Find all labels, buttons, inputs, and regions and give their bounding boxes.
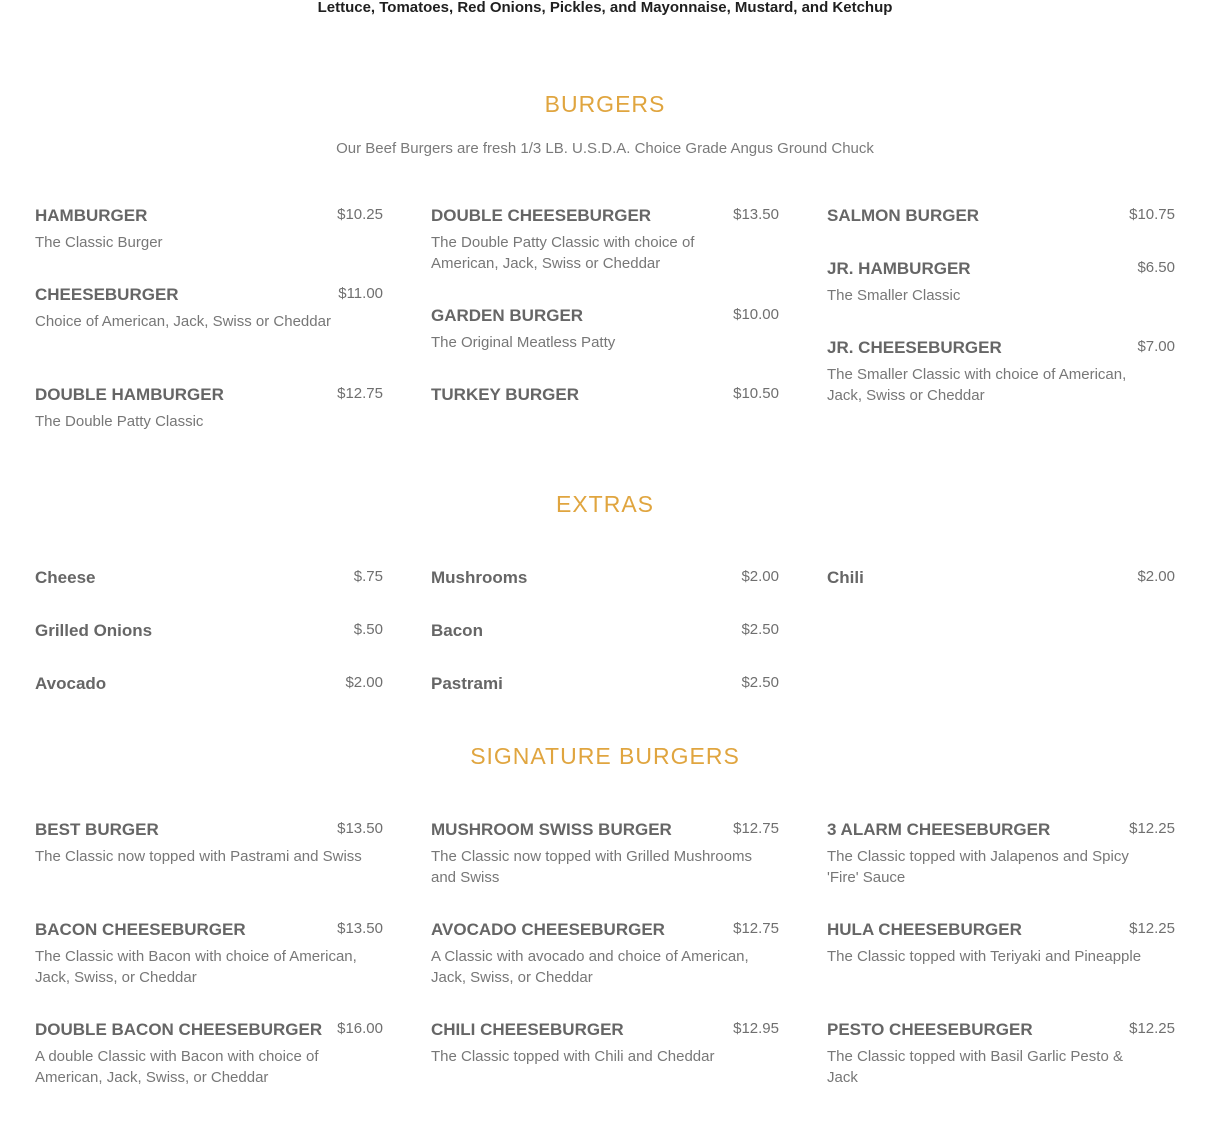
- item-name: Chili: [827, 568, 864, 587]
- menu-item: [35, 385, 383, 464]
- item-price: $2.50: [741, 674, 779, 691]
- item-price: $.75: [353, 568, 383, 585]
- item-description: The Classic topped with Basil Garlic Pesto & Jack: [827, 1048, 1123, 1086]
- item-description: The Classic topped with Jalapenos and Spicy 'Fire' Sauce: [827, 848, 1129, 886]
- menu-columns: [0, 820, 1210, 1120]
- menu-column: [35, 206, 383, 464]
- item-name: SALMON BURGER: [827, 206, 980, 225]
- menu-item: [827, 568, 1175, 621]
- menu-item: [827, 206, 1175, 259]
- menu-item: [827, 920, 1175, 1020]
- item-price: $2.50: [741, 621, 779, 638]
- menu-column: [827, 820, 1175, 1120]
- menu-item: [431, 385, 779, 464]
- item-name: BACON CHEESEBURGER: [35, 920, 246, 939]
- menu-item: [431, 1020, 779, 1120]
- item-name: Pastrami: [431, 674, 503, 693]
- item-name: CHILI CHEESEBURGER: [431, 1020, 624, 1039]
- item-price: $13.50: [337, 920, 383, 937]
- item-price: $16.00: [337, 1020, 383, 1037]
- menu-item: [35, 285, 383, 385]
- item-description: The Classic with Bacon with choice of American, Jack, Swiss, or Cheddar: [35, 948, 357, 986]
- extras-section: [0, 490, 1210, 727]
- item-price: $12.75: [733, 920, 779, 937]
- menu-column: [827, 206, 1175, 464]
- menu-item: [35, 621, 383, 674]
- item-price: $.50: [353, 621, 383, 638]
- item-description: The Double Patty Classic with choice of American, Jack, Swiss or Cheddar: [431, 234, 695, 272]
- item-price: $10.25: [337, 206, 383, 223]
- item-price: $2.00: [741, 568, 779, 585]
- item-name: PESTO CHEESEBURGER: [827, 1020, 1033, 1039]
- item-price: $6.50: [1137, 259, 1175, 276]
- section-title: SIGNATURE BURGERS: [470, 743, 740, 769]
- item-name: 3 ALARM CHEESEBURGER: [827, 820, 1051, 839]
- item-price: $2.00: [345, 674, 383, 691]
- burgers-section: [0, 90, 1210, 464]
- menu-item: [35, 1020, 383, 1120]
- menu-column: [35, 568, 383, 727]
- item-description: The Classic Burger: [35, 234, 163, 251]
- item-price: $12.25: [1129, 820, 1175, 837]
- menu-item: [431, 306, 779, 385]
- item-price: $10.50: [733, 385, 779, 402]
- item-name: JR. CHEESEBURGER: [827, 338, 1002, 357]
- menu-columns: [0, 568, 1210, 727]
- item-price: $10.75: [1129, 206, 1175, 223]
- menu-column: [431, 206, 779, 464]
- menu-item: [35, 206, 383, 285]
- item-description: The Classic now topped with Pastrami and Swiss: [35, 848, 362, 865]
- item-name: MUSHROOM SWISS BURGER: [431, 820, 672, 839]
- menu-item: [35, 920, 383, 1020]
- item-price: $13.50: [733, 206, 779, 223]
- menu-item: [431, 621, 779, 674]
- menu-item: [431, 820, 779, 920]
- item-description: The Classic now topped with Grilled Mushrooms and Swiss: [431, 848, 752, 886]
- item-description: The Double Patty Classic: [35, 413, 204, 430]
- menu-columns: [0, 206, 1210, 464]
- item-description: A double Classic with Bacon with choice of American, Jack, Swiss, or Cheddar: [35, 1048, 319, 1086]
- item-price: $12.25: [1129, 1020, 1175, 1037]
- menu-item: [431, 674, 779, 727]
- item-name: DOUBLE CHEESEBURGER: [431, 206, 652, 225]
- menu-column: [35, 820, 383, 1120]
- item-price: $12.25: [1129, 920, 1175, 937]
- item-description: The Classic topped with Chili and Cheddar: [431, 1048, 715, 1065]
- menu-item: [431, 568, 779, 621]
- item-name: BEST BURGER: [35, 820, 159, 839]
- item-description: The Smaller Classic with choice of American, Jack, Swiss or Cheddar: [827, 366, 1127, 404]
- section-title: EXTRAS: [555, 491, 655, 517]
- menu-item: [35, 820, 383, 920]
- menu-item: [431, 920, 779, 1020]
- item-description: Choice of American, Jack, Swiss or Cheddar: [35, 313, 331, 330]
- item-name: Mushrooms: [431, 568, 528, 587]
- item-price: $7.00: [1137, 338, 1175, 355]
- item-name: JR. HAMBURGER: [827, 259, 971, 278]
- item-price: $2.00: [1137, 568, 1175, 585]
- item-description: The Original Meatless Patty: [431, 334, 616, 351]
- item-description: A Classic with avocado and choice of American, Jack, Swiss, or Cheddar: [431, 948, 749, 986]
- menu-item: [431, 206, 779, 306]
- toppings-note: Lettuce, Tomatoes, Red Onions, Pickles, and Mayonnaise, Mustard, and Ketchup: [317, 0, 893, 16]
- item-name: HULA CHEESEBURGER: [827, 920, 1022, 939]
- item-price: $12.75: [337, 385, 383, 402]
- item-description: The Smaller Classic: [827, 287, 961, 304]
- item-name: Avocado: [35, 674, 107, 693]
- menu-item: [35, 568, 383, 621]
- item-name: Grilled Onions: [35, 621, 153, 640]
- menu-item: [827, 820, 1175, 920]
- item-name: CHEESEBURGER: [35, 285, 179, 304]
- item-name: GARDEN BURGER: [431, 306, 584, 325]
- item-price: $12.75: [733, 820, 779, 837]
- item-name: Cheese: [35, 568, 96, 587]
- item-price: $12.95: [733, 1020, 779, 1037]
- item-name: AVOCADO CHEESEBURGER: [431, 920, 665, 939]
- menu-item: [827, 338, 1175, 438]
- menu-column: [431, 820, 779, 1120]
- item-name: DOUBLE HAMBURGER: [35, 385, 224, 404]
- item-name: DOUBLE BACON CHEESEBURGER: [35, 1020, 323, 1039]
- menu-column: [431, 568, 779, 727]
- item-price: $13.50: [337, 820, 383, 837]
- item-price: $10.00: [733, 306, 779, 323]
- menu-item: [827, 1020, 1175, 1120]
- item-name: Bacon: [431, 621, 483, 640]
- menu-item: [827, 259, 1175, 338]
- item-price: $11.00: [338, 285, 383, 302]
- menu-column: [827, 568, 1175, 727]
- menu-item: [35, 674, 383, 727]
- section-title: BURGERS: [544, 91, 666, 117]
- item-name: TURKEY BURGER: [431, 385, 579, 404]
- section-subtitle: Our Beef Burgers are fresh 1/3 LB. U.S.D.A. Choice Grade Angus Ground Chuck: [336, 140, 874, 157]
- signature-burgers-section: [0, 742, 1210, 1120]
- item-name: HAMBURGER: [35, 206, 148, 225]
- item-description: The Classic topped with Teriyaki and Pineapple: [827, 948, 1142, 965]
